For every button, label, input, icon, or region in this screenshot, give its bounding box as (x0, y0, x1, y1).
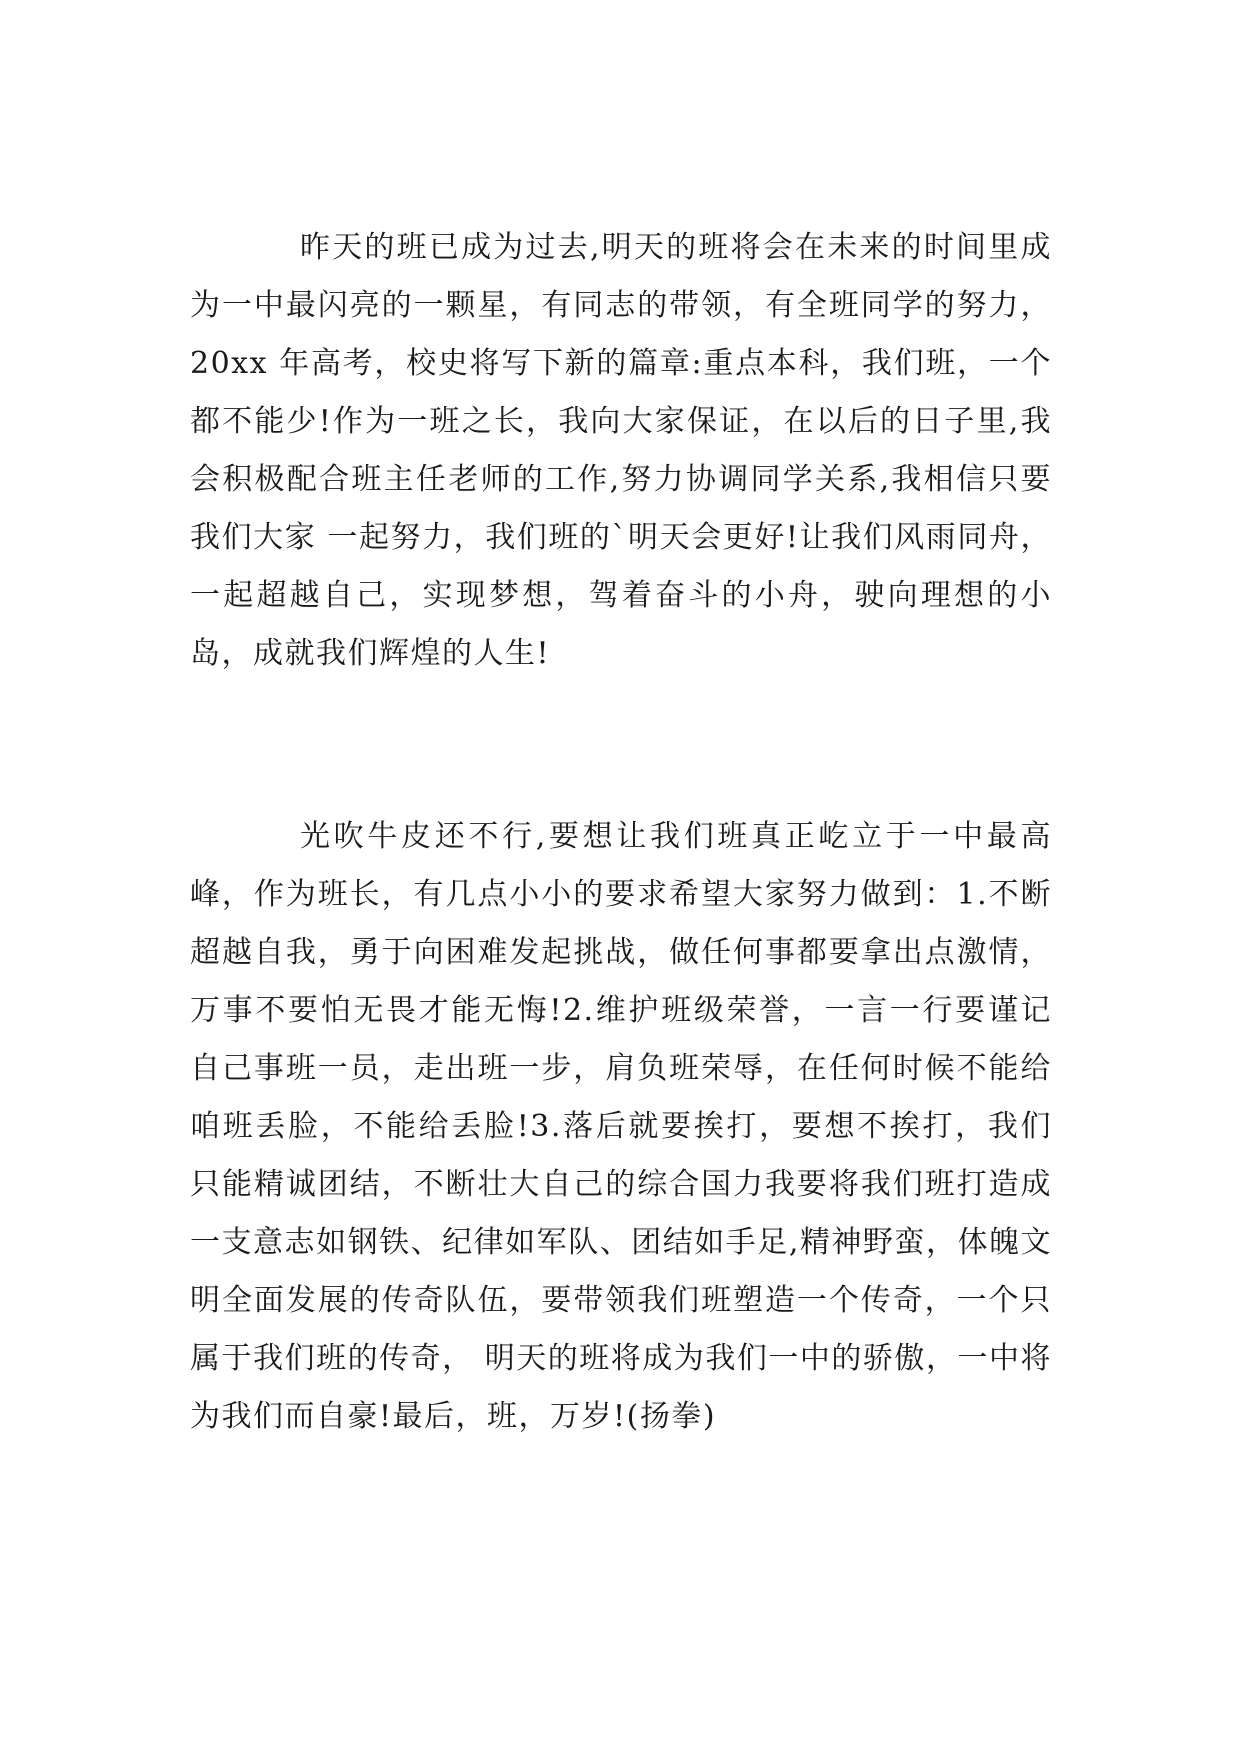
paragraph-2: 光吹牛皮还不行,要想让我们班真正屹立于一中最高峰，作为班长，有几点小小的要求希望大家努力做到：1.不断超越自我，勇于向困难发起挑战，做任何事都要拿出点激情，万事不要怕无畏才能无悔!2.维护班级荣誉，一言一行要谨记自己事班一员，走出班一步，肩负班荣辱，在任何时候不能给咱班丢脸，不能给丢脸!3.落后就要挨打，要想不挨打，我们只能精诚团结，不断壮大自己的综合国力我要将我们班打造成一支意志如钢铁、纪律如军队、团结如手足,精神野蛮，体魄文明全面发展的传奇队伍，要带领我们班塑造一个传奇，一个只属于我们班的传奇， 明天的班将成为我们一中的骄傲，一中将为我们而自豪!最后，班，万岁!(扬拳) (190, 819, 1052, 1434)
paragraph-1: 昨天的班已成为过去,明天的班将会在未来的时间里成为一中最闪亮的一颗星，有同志的带领，有全班同学的努力，20xx 年高考，校史将写下新的篇章:重点本科，我们班，一个都不能少!作为一班之长，我向大家保证，在以后的日子里,我会积极配合班主任老师的工作,努力协调同学关系,我相信只要我们大家 一起努力，我们班的`明天会更好!让我们风雨同舟，一起超越自己，实现梦想，驾着奋斗的小舟，驶向理想的小岛，成就我们辉煌的人生! (190, 230, 1052, 671)
